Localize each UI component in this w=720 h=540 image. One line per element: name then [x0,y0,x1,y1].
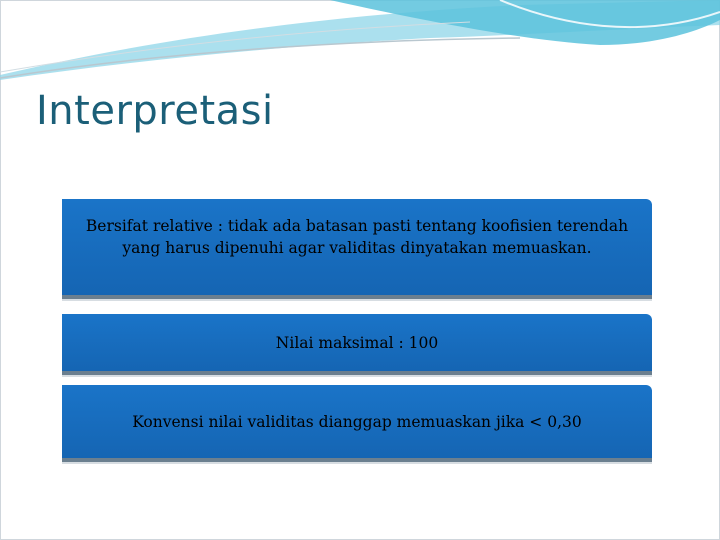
content-box-1 [62,199,652,299]
content-box-3 [62,385,652,462]
content-box-3-text: Konvensi nilai validitas dianggap memuaskan jika < 0,30 [132,412,582,431]
slide-title: Interpretasi [36,88,274,134]
content-box-2 [62,314,652,375]
content-box-2-text: Nilai maksimal : 100 [275,333,439,352]
header-swoosh-decoration [0,0,720,90]
content-box-1-text: Bersifat relative : tidak ada batasan pasti tentang koofisien terendah yang harus dipenuhi agar validitas dinyatakan memuaskan. [85,217,629,257]
